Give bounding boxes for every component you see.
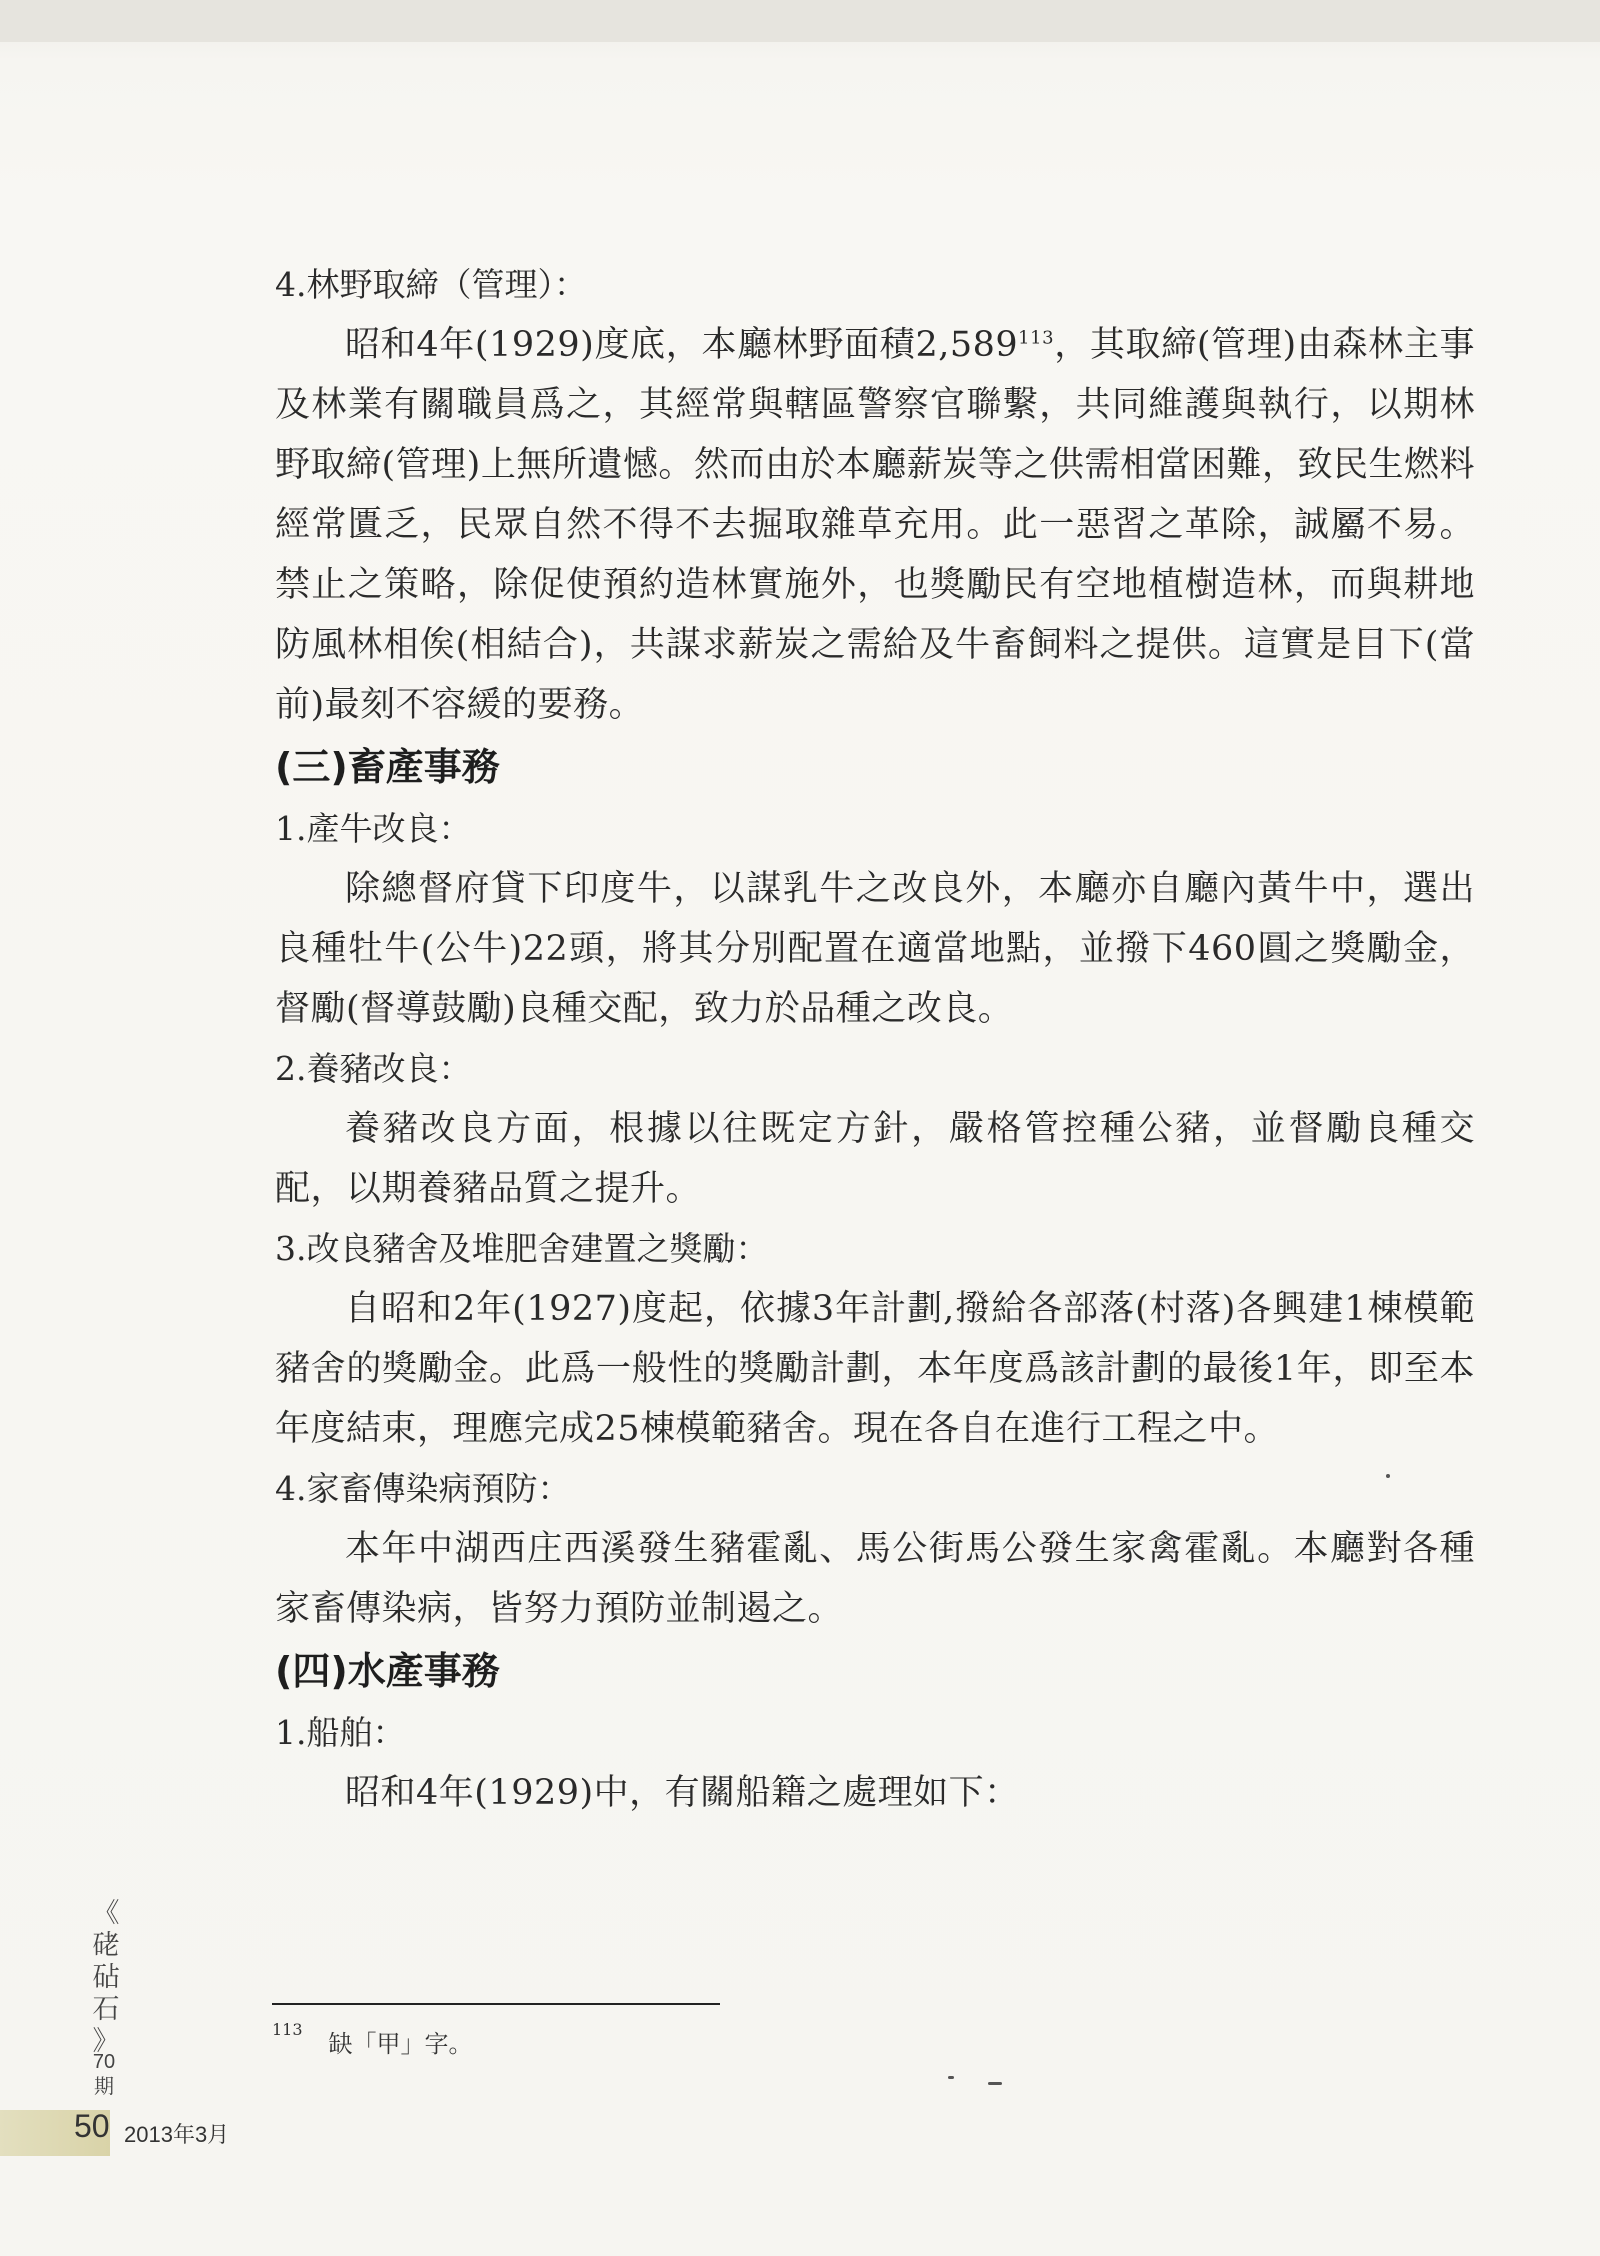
footnote-ref-113: 113 [1018,327,1055,349]
main-text [275,255,1475,1823]
footnote-text: 缺「甲」字。 [328,2030,473,2058]
item-pig-text: 養豬改良方面，根據以往既定方針，嚴格管控種公豬，並督勵良種交配，以期養豬品質之提升。 [275,1109,1475,1209]
paragraph-forestry-b: ，其取締(管理)由森林主事及林業有關職員爲之，其經常與轄區警察官聯繫，共同維護與執行，以期林野取締(管理)上無所遺憾。然而由於本廳薪炭等之供需相當困難，致民生燃料經常匱乏，民眾自然不得不去掘取雜草充用。此一惡習之革除，誠屬不易。禁止之策略，除促使預約造林實施外，也獎勵民有空地植樹造林，而與耕地防風林相俟(相結合)，共謀求薪炭之需給及牛畜飼料之提供。這實是目下(當前)最刻不容緩的要務。 [275,325,1475,725]
item-ships-text: 昭和4年(1929)中，有關船籍之處理如下： [345,1773,1020,1813]
item-cattle-text: 除總督府貸下印度牛，以謀乳牛之改良外，本廳亦自廳內黃牛中，選出良種牡牛(公牛)22頭，將其分別配置在適當地點，並撥下460圓之獎勵金，督勵(督導鼓勵)良種交配，致力於品種之改良。 [275,869,1475,1029]
item-disease-title: 4.家畜傳染病預防： [275,1469,571,1508]
issue-number-vertical [82,2050,126,2100]
journal-char: 砧 [92,1962,120,1993]
page-number: 50 [74,2108,110,2144]
item-ships-title: 1.船舶： [275,1713,406,1752]
item-cattle-title: 1.產牛改良： [275,809,472,848]
scan-speck [988,2082,1002,2085]
journal-title-vertical [88,1898,124,2058]
scan-speck [948,2076,954,2079]
footnote [272,2020,473,2059]
section-title-forestry: 4.林野取締（管理）： [275,265,587,304]
heading-fisheries: (四)水產事務 [275,1649,500,1693]
publication-date: 2013年3月 [124,2122,230,2147]
scan-speck [1386,1474,1390,1478]
item-pigsty-title: 3.改良豬舍及堆肥舍建置之獎勵： [275,1229,769,1268]
item-pig-title: 2.養豬改良： [275,1049,472,1088]
heading-livestock: (三)畜產事務 [275,745,500,789]
journal-char: 《 [92,1898,120,1929]
issue-label: 期 [94,2076,114,2098]
paragraph-forestry [275,315,1475,735]
scan-top-edge [0,0,1600,42]
journal-char: 石 [92,1994,120,2025]
footnote-number: 113 [272,2020,303,2039]
issue-number: 70 [92,2051,116,2073]
item-disease-text: 本年中湖西庄西溪發生豬霍亂、馬公街馬公發生家禽霍亂。本廳對各種家畜傳染病，皆努力預防並制遏之。 [275,1529,1475,1629]
footnote-divider [272,2003,720,2005]
paragraph-forestry-a: 昭和4年(1929)度底，本廳林野面積2,589 [345,325,1019,365]
item-pigsty-text: 自昭和2年(1927)度起，依據3年計劃,撥給各部落(村落)各興建1棟模範豬舍的獎勵金。此爲一般性的獎勵計劃，本年度爲該計劃的最後1年，即至本年度結束，理應完成25棟模範豬舍。現在各自在進行工程之中。 [275,1289,1475,1449]
journal-char: 硓 [92,1930,120,1961]
journal-char: 》 [92,2026,120,2057]
